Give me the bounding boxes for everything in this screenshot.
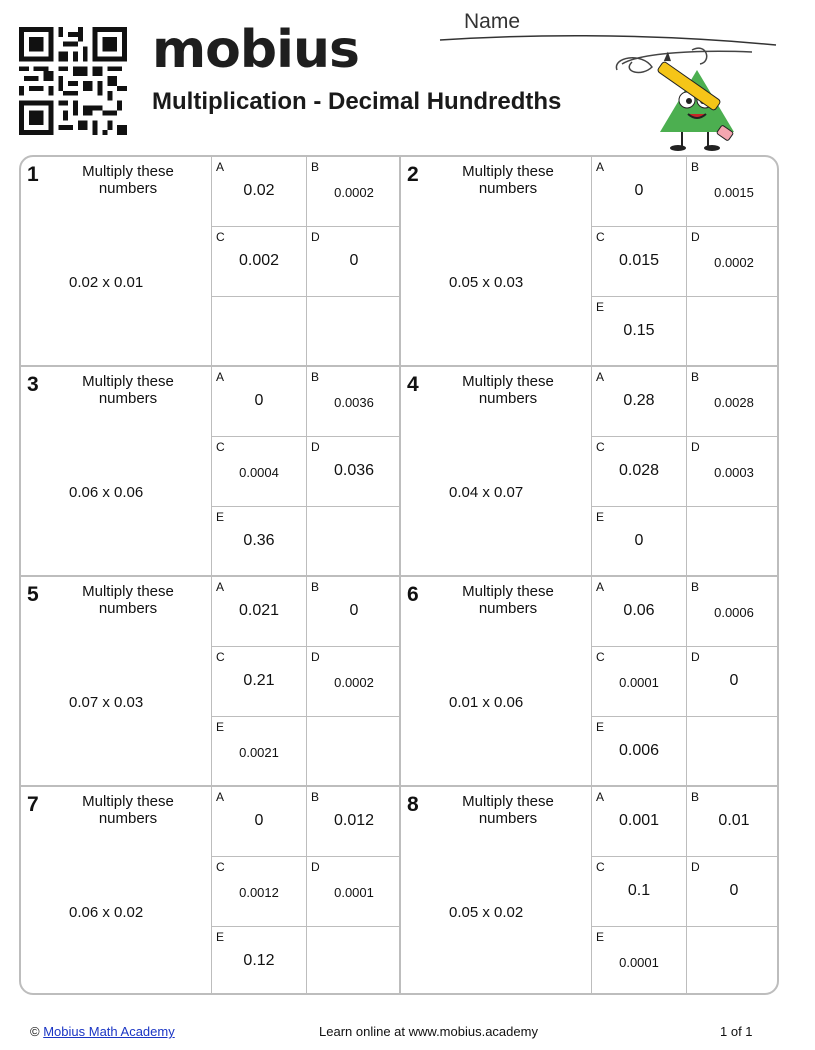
question-2 bbox=[401, 157, 779, 367]
answer-choice-d[interactable] bbox=[686, 227, 779, 297]
choice-label: C bbox=[216, 650, 225, 664]
choice-value: 0.12 bbox=[243, 952, 275, 969]
answer-choice-e[interactable] bbox=[211, 507, 306, 577]
answer-choice-b[interactable] bbox=[306, 157, 401, 227]
choice-label: D bbox=[311, 650, 320, 664]
empty-cell bbox=[686, 507, 779, 577]
answer-choice-e[interactable] bbox=[591, 507, 686, 577]
footer-learn-online: Learn online at www.mobius.academy bbox=[319, 1024, 538, 1039]
choice-label: C bbox=[216, 440, 225, 454]
answer-choice-b[interactable] bbox=[686, 577, 779, 647]
answer-choice-a[interactable] bbox=[211, 787, 306, 857]
choice-value: 0.1 bbox=[627, 882, 651, 899]
brand-logo: mobius bbox=[152, 20, 359, 80]
question-instruction: Multiply these numbers bbox=[462, 793, 554, 827]
answer-choice-c[interactable] bbox=[211, 647, 306, 717]
choice-label: B bbox=[691, 580, 700, 594]
question-instruction: Multiply these numbers bbox=[82, 163, 174, 197]
question-number: 6 bbox=[407, 583, 419, 606]
empty-cell bbox=[211, 297, 306, 367]
choice-label: C bbox=[596, 230, 605, 244]
choice-value: 0.0003 bbox=[714, 465, 754, 480]
answer-choice-e[interactable] bbox=[211, 927, 306, 995]
choice-label: D bbox=[691, 860, 700, 874]
empty-cell bbox=[306, 297, 401, 367]
choice-label: B bbox=[691, 160, 700, 174]
choice-label: D bbox=[311, 860, 320, 874]
choice-value: 0.015 bbox=[618, 252, 660, 269]
question-6 bbox=[401, 577, 779, 787]
choice-label: A bbox=[596, 580, 605, 594]
question-7 bbox=[21, 787, 401, 995]
question-expression: 0.05 x 0.02 bbox=[449, 904, 524, 921]
question-expression: 0.06 x 0.02 bbox=[69, 904, 144, 921]
choice-label: B bbox=[311, 580, 320, 594]
empty-cell bbox=[686, 927, 779, 995]
empty-cell bbox=[686, 297, 779, 367]
choice-value: 0.0012 bbox=[239, 885, 279, 900]
choice-label: E bbox=[596, 510, 605, 524]
question-number: 2 bbox=[407, 163, 419, 186]
footer-copyright bbox=[30, 1024, 175, 1040]
question-expression: 0.06 x 0.06 bbox=[69, 484, 144, 501]
answer-choice-c[interactable] bbox=[211, 437, 306, 507]
answer-choice-d[interactable] bbox=[686, 857, 779, 927]
question-instruction: Multiply these numbers bbox=[82, 793, 174, 827]
choice-label: D bbox=[311, 230, 320, 244]
choice-label: B bbox=[311, 370, 320, 384]
choice-value: 0.0001 bbox=[619, 955, 659, 970]
answer-choice-b[interactable] bbox=[686, 787, 779, 857]
choice-label: C bbox=[596, 860, 605, 874]
question-number: 4 bbox=[407, 373, 419, 396]
answer-choice-c[interactable] bbox=[591, 437, 686, 507]
choice-label: E bbox=[596, 930, 605, 944]
answer-choice-c[interactable] bbox=[211, 227, 306, 297]
choice-label: E bbox=[216, 720, 225, 734]
choice-value: 0.0015 bbox=[714, 185, 754, 200]
choice-label: E bbox=[216, 930, 225, 944]
choice-value: 0.06 bbox=[623, 602, 655, 619]
choice-label: A bbox=[216, 370, 225, 384]
question-number: 8 bbox=[407, 793, 419, 816]
question-number: 5 bbox=[27, 583, 39, 606]
choice-label: A bbox=[216, 160, 225, 174]
choice-value: 0 bbox=[349, 252, 359, 269]
question-1 bbox=[21, 157, 401, 367]
choice-value: 0.0028 bbox=[714, 395, 754, 410]
choice-label: B bbox=[691, 370, 700, 384]
choice-label: D bbox=[691, 650, 700, 664]
choice-label: A bbox=[216, 790, 225, 804]
answer-choice-b[interactable] bbox=[686, 367, 779, 437]
question-expression: 0.02 x 0.01 bbox=[69, 274, 144, 291]
answer-choice-b[interactable] bbox=[306, 787, 401, 857]
answer-choice-d[interactable] bbox=[306, 437, 401, 507]
answer-choice-a[interactable] bbox=[211, 157, 306, 227]
answer-choice-e[interactable] bbox=[591, 927, 686, 995]
choice-value: 0.001 bbox=[618, 812, 660, 829]
answer-choice-d[interactable] bbox=[686, 647, 779, 717]
choice-label: A bbox=[596, 790, 605, 804]
pencil-triangle-mascot-icon bbox=[612, 42, 762, 160]
choice-value: 0.0006 bbox=[714, 605, 754, 620]
answer-choice-a[interactable] bbox=[211, 367, 306, 437]
choice-label: A bbox=[596, 160, 605, 174]
question-instruction: Multiply these numbers bbox=[462, 373, 554, 407]
choice-label: A bbox=[216, 580, 225, 594]
choice-value: 0.0002 bbox=[714, 255, 754, 270]
choice-value: 0.36 bbox=[243, 532, 275, 549]
choice-value: 0.0002 bbox=[334, 185, 374, 200]
choice-label: A bbox=[596, 370, 605, 384]
answer-choice-c[interactable] bbox=[591, 857, 686, 927]
choice-label: C bbox=[596, 650, 605, 664]
choice-value: 0 bbox=[729, 672, 739, 689]
answer-choice-a[interactable] bbox=[591, 577, 686, 647]
choice-value: 0.006 bbox=[618, 742, 660, 759]
question-number: 1 bbox=[27, 163, 39, 186]
choice-label: C bbox=[216, 860, 225, 874]
academy-link[interactable]: Mobius Math Academy bbox=[43, 1024, 175, 1039]
answer-choice-c[interactable] bbox=[591, 227, 686, 297]
choice-label: E bbox=[596, 720, 605, 734]
answer-choice-a[interactable] bbox=[211, 577, 306, 647]
empty-cell bbox=[686, 717, 779, 787]
question-instruction: Multiply these numbers bbox=[462, 583, 554, 617]
answer-choice-c[interactable] bbox=[211, 857, 306, 927]
choice-value: 0.028 bbox=[618, 462, 660, 479]
choice-value: 0.021 bbox=[238, 602, 280, 619]
choice-value: 0.0001 bbox=[619, 675, 659, 690]
choice-label: C bbox=[596, 440, 605, 454]
question-expression: 0.05 x 0.03 bbox=[449, 274, 524, 291]
choice-value: 0.02 bbox=[243, 182, 275, 199]
answer-choice-d[interactable] bbox=[686, 437, 779, 507]
answer-choice-a[interactable] bbox=[591, 787, 686, 857]
empty-cell bbox=[306, 927, 401, 995]
answer-choice-e[interactable] bbox=[591, 297, 686, 367]
choice-value: 0 bbox=[254, 392, 264, 409]
answer-choice-b[interactable] bbox=[686, 157, 779, 227]
choice-label: D bbox=[311, 440, 320, 454]
choice-value: 0.0002 bbox=[334, 675, 374, 690]
choice-label: D bbox=[691, 440, 700, 454]
answer-choice-c[interactable] bbox=[591, 647, 686, 717]
question-expression: 0.04 x 0.07 bbox=[449, 484, 524, 501]
answer-choice-e[interactable] bbox=[591, 717, 686, 787]
answer-choice-d[interactable] bbox=[306, 647, 401, 717]
choice-value: 0 bbox=[349, 602, 359, 619]
choice-label: B bbox=[691, 790, 700, 804]
question-grid bbox=[19, 155, 779, 995]
choice-value: 0 bbox=[729, 882, 739, 899]
question-number: 7 bbox=[27, 793, 39, 816]
choice-label: D bbox=[691, 230, 700, 244]
choice-value: 0.0036 bbox=[334, 395, 374, 410]
choice-value: 0.012 bbox=[333, 812, 375, 829]
choice-label: B bbox=[311, 790, 320, 804]
question-instruction: Multiply these numbers bbox=[82, 373, 174, 407]
choice-value: 0 bbox=[634, 532, 644, 549]
question-4 bbox=[401, 367, 779, 577]
answer-choice-a[interactable] bbox=[591, 157, 686, 227]
choice-label: E bbox=[216, 510, 225, 524]
choice-value: 0.28 bbox=[623, 392, 655, 409]
choice-value: 0.01 bbox=[718, 812, 750, 829]
choice-label: C bbox=[216, 230, 225, 244]
question-instruction: Multiply these numbers bbox=[462, 163, 554, 197]
question-expression: 0.01 x 0.06 bbox=[449, 694, 524, 711]
qr-code-icon bbox=[18, 27, 128, 135]
choice-value: 0.002 bbox=[238, 252, 280, 269]
question-instruction: Multiply these numbers bbox=[82, 583, 174, 617]
question-5 bbox=[21, 577, 401, 787]
answer-choice-d[interactable] bbox=[306, 857, 401, 927]
question-8 bbox=[401, 787, 779, 995]
choice-value: 0.0004 bbox=[239, 465, 279, 480]
answer-choice-a[interactable] bbox=[591, 367, 686, 437]
question-expression: 0.07 x 0.03 bbox=[69, 694, 144, 711]
worksheet-title: Multiplication - Decimal Hundredths bbox=[152, 88, 562, 115]
choice-value: 0.0021 bbox=[239, 745, 279, 760]
choice-label: B bbox=[311, 160, 320, 174]
question-3 bbox=[21, 367, 401, 577]
empty-cell bbox=[306, 717, 401, 787]
answer-choice-b[interactable] bbox=[306, 367, 401, 437]
answer-choice-b[interactable] bbox=[306, 577, 401, 647]
answer-choice-e[interactable] bbox=[211, 717, 306, 787]
question-number: 3 bbox=[27, 373, 39, 396]
choice-value: 0 bbox=[634, 182, 644, 199]
choice-value: 0.21 bbox=[243, 672, 275, 689]
choice-value: 0.15 bbox=[623, 322, 655, 339]
copyright-symbol: © bbox=[30, 1024, 40, 1039]
choice-value: 0.0001 bbox=[334, 885, 374, 900]
page-count: 1 of 1 bbox=[720, 1024, 753, 1039]
choice-value: 0.036 bbox=[333, 462, 375, 479]
choice-label: E bbox=[596, 300, 605, 314]
empty-cell bbox=[306, 507, 401, 577]
answer-choice-d[interactable] bbox=[306, 227, 401, 297]
choice-value: 0 bbox=[254, 812, 264, 829]
name-label: Name bbox=[464, 10, 521, 33]
